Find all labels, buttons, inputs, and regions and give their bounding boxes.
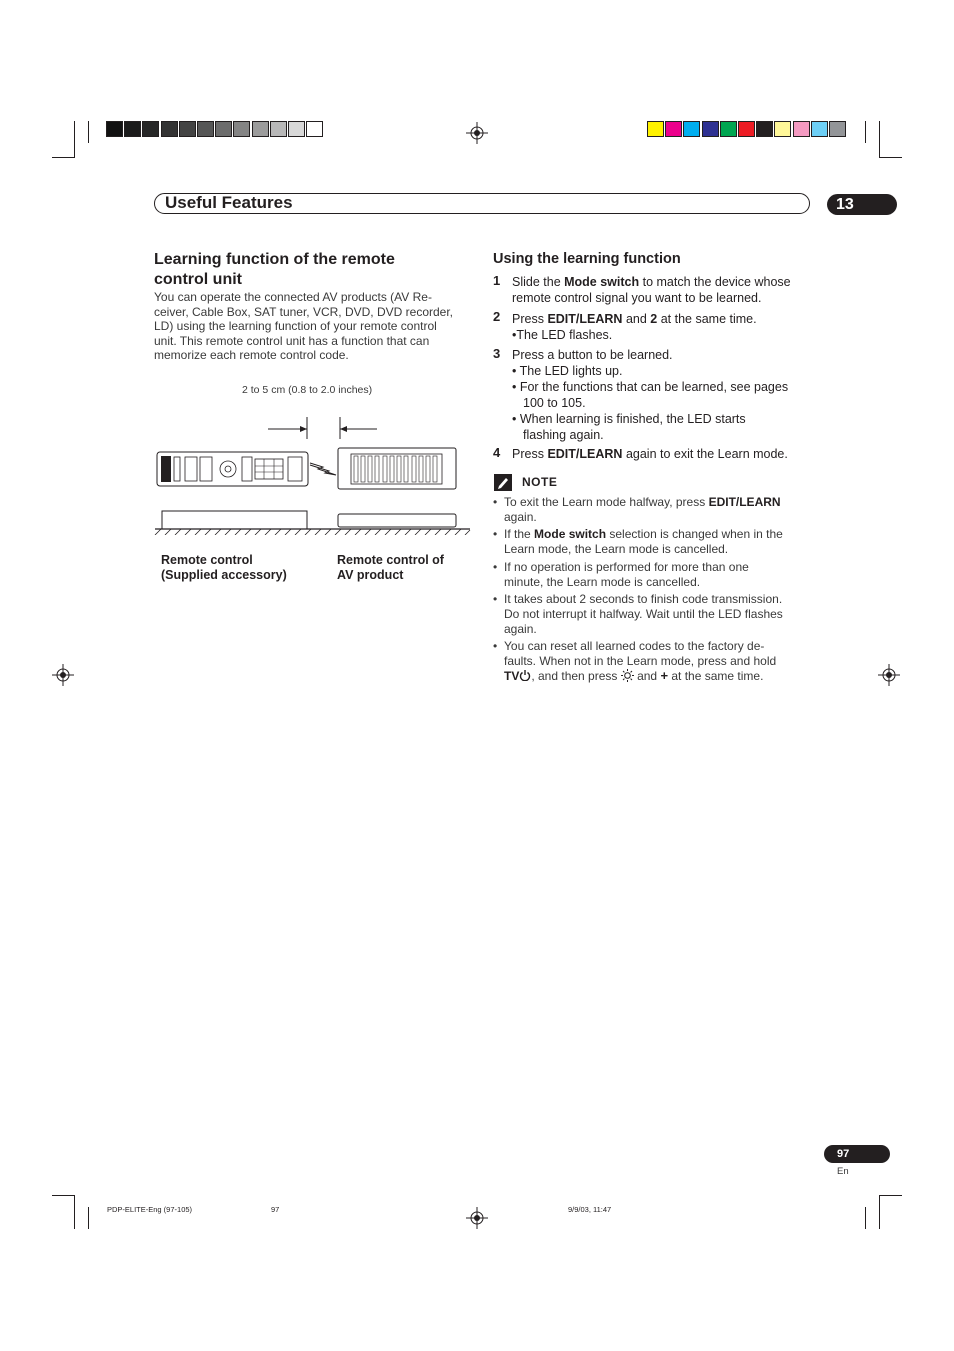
- step-3: Press a button to be learned.: [512, 348, 673, 362]
- chapter-number: 13: [836, 196, 854, 213]
- gray-swatch: [197, 121, 214, 137]
- note-item: • If no operation is performed for more than one minute, the Learn mode is cancelled.: [493, 559, 749, 589]
- gray-swatch: [124, 121, 141, 137]
- color-swatch: [720, 121, 737, 137]
- gray-swatch: [142, 121, 159, 137]
- intro-line: ceiver, Cable Box, SAT tuner, VCR, DVD, DVD recorder,: [154, 304, 454, 319]
- color-swatch: [829, 121, 846, 137]
- bullet-continuation: flashing again.: [523, 428, 604, 442]
- caption-av-remote: [337, 553, 444, 583]
- section-title: Useful Features: [165, 193, 293, 212]
- gray-swatch: [179, 121, 196, 137]
- step-2: Press EDIT/LEARN and 2 at the same time. •The LED flashes.: [512, 312, 757, 342]
- notes-list: [493, 495, 823, 683]
- left-heading: [154, 250, 395, 290]
- gray-swatch: [106, 121, 123, 137]
- color-swatch: [738, 121, 755, 137]
- color-swatch: [647, 121, 664, 137]
- color-swatch: [702, 121, 719, 137]
- chapter-badge: [827, 194, 897, 215]
- intro-line: LD) using the learning function of your remote control: [154, 319, 437, 334]
- caption-line: (Supplied accessory): [161, 568, 287, 582]
- power-icon: [519, 669, 531, 681]
- step-3-bullets: [512, 363, 822, 443]
- note-item: • You can reset all learned codes to the factory de- faults. When not in the Learn mode, press and hold TV , and then press and + at the same time.: [493, 639, 777, 683]
- page-language: En: [837, 1166, 849, 1177]
- registration-target-icon: [466, 122, 488, 144]
- intro-line: You can operate the connected AV products (AV Re-: [154, 290, 432, 304]
- footer-date: 9/9/03, 11:47: [568, 1205, 612, 1214]
- page-number: 97: [837, 1148, 850, 1160]
- color-swatch: [683, 121, 700, 137]
- step-number: 1: [493, 273, 501, 288]
- color-swatch: [756, 121, 773, 137]
- gray-swatch: [306, 121, 323, 137]
- gray-swatch: [288, 121, 305, 137]
- step-4: Press EDIT/LEARN again to exit the Learn mode.: [512, 447, 788, 461]
- step-number: 4: [493, 445, 501, 460]
- page-number-badge: [824, 1145, 890, 1163]
- gray-swatch: [270, 121, 287, 137]
- registration-target-icon: [466, 1207, 488, 1229]
- left-heading-line: Learning function of the remote: [154, 251, 395, 268]
- note-item: • If the Mode switch selection is changed when in the Learn mode, the Learn mode is cancelled.: [493, 527, 783, 557]
- gray-swatch: [161, 121, 178, 137]
- step-number: 3: [493, 346, 501, 361]
- color-swatch: [793, 121, 810, 137]
- footer-page: 97: [271, 1205, 280, 1214]
- caption-supplied-remote: [161, 553, 287, 583]
- bullet: • For the functions that can be learned, see pages: [512, 380, 789, 394]
- brightness-icon: [621, 669, 634, 682]
- caption-line: AV product: [337, 568, 404, 582]
- gray-swatch: [233, 121, 250, 137]
- note-label: NOTE: [522, 475, 558, 489]
- gray-swatch: [215, 121, 232, 137]
- note-item: • It takes about 2 seconds to finish code transmission. Do not interrupt it halfway. Wait until the LED flashes again.: [493, 592, 783, 636]
- bullet: • When learning is finished, the LED starts: [512, 412, 746, 426]
- distance-label: 2 to 5 cm (0.8 to 2.0 inches): [242, 384, 373, 396]
- color-swatch: [774, 121, 791, 137]
- caption-line: Remote control: [161, 553, 253, 567]
- color-swatch: [811, 121, 828, 137]
- gray-swatch: [252, 121, 269, 137]
- footer-filename: PDP-ELITE-Eng (97-105): [107, 1205, 193, 1214]
- step-number: 2: [493, 309, 501, 324]
- step-1: Slide the Mode switch to match the device whose remote control signal you want to be learned.: [512, 275, 791, 305]
- intro-line: unit. This remote control unit has a function that can: [154, 333, 430, 348]
- learning-diagram: [150, 405, 475, 535]
- note-pencil-icon: [494, 474, 512, 491]
- bullet: • The LED lights up.: [512, 364, 623, 378]
- registration-target-icon: [52, 664, 74, 686]
- intro-line: memorize each remote control code.: [154, 348, 349, 363]
- caption-line: Remote control of: [337, 553, 444, 567]
- registration-target-icon: [878, 664, 900, 686]
- note-item: • To exit the Learn mode halfway, press EDIT/LEARN again.: [493, 495, 781, 524]
- left-heading-line: control unit: [154, 271, 242, 288]
- right-heading: Using the learning function: [493, 251, 681, 267]
- intro-paragraph: [154, 290, 464, 363]
- bullet-continuation: 100 to 105.: [523, 396, 586, 410]
- color-swatch: [665, 121, 682, 137]
